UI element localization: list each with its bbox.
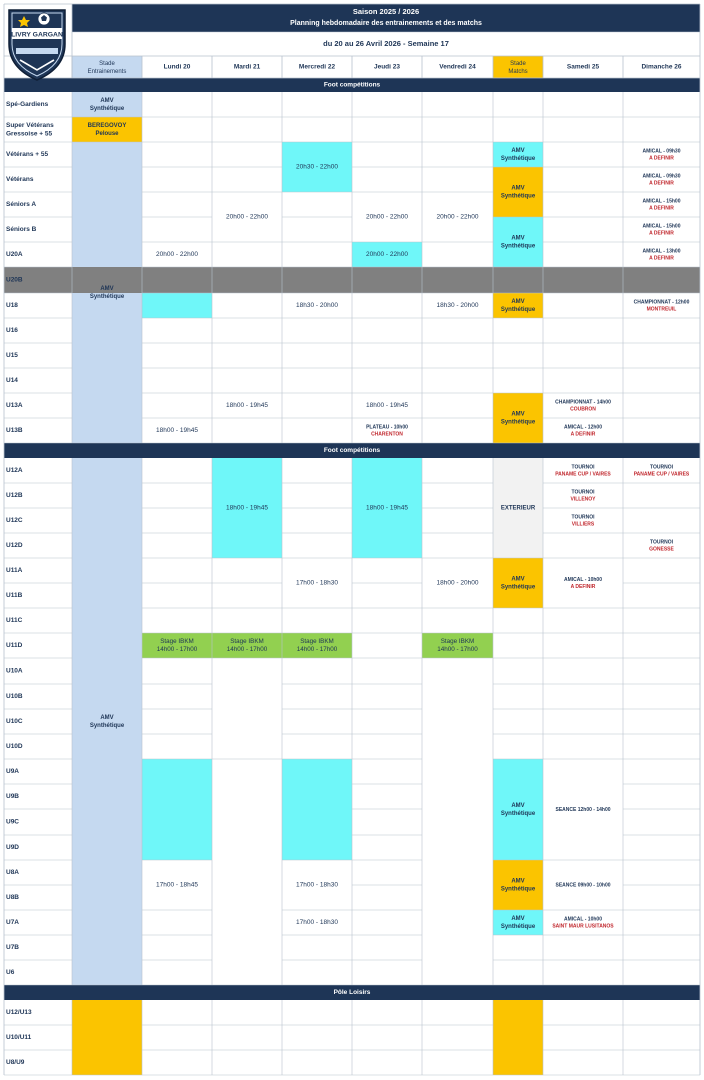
cell-fill [493, 759, 543, 860]
venue-label: AMV [511, 878, 525, 885]
match-opponent: A DEFINIR [649, 205, 674, 212]
venue-label: EXTERIEUR [500, 505, 536, 512]
cell-fill [282, 759, 352, 860]
row-label: U20A [6, 251, 23, 259]
venue-label: AMV [511, 576, 525, 583]
stage-label: Stage IBKM [160, 638, 194, 646]
venue-label: Synthétique [500, 243, 536, 250]
match-opponent: A DEFINIR [570, 583, 596, 590]
venue-label: AMV [511, 916, 525, 923]
cell-fill [72, 1000, 142, 1075]
match-type: SEANCE 09h00 - 10h00 [555, 882, 611, 889]
match-type: TOURNOI [571, 464, 595, 471]
row-label: U14 [6, 377, 18, 385]
match-opponent: A DEFINIR [570, 431, 596, 438]
row-label: U12B [6, 492, 23, 500]
row-label: U11C [6, 617, 23, 625]
venue-label: AMV [100, 98, 114, 105]
row-label: U10A [6, 667, 23, 675]
training-time: 20h00 - 22h00 [156, 251, 198, 259]
venue-label: Synthétique [500, 307, 536, 314]
cell-fill [493, 142, 543, 167]
venue-label: AMV [100, 286, 114, 293]
row-label: Séniors B [6, 226, 37, 234]
season-title: Saison 2025 / 2026 [352, 6, 420, 16]
row-label: U9A [6, 768, 20, 776]
training-time: 20h00 - 22h00 [436, 213, 479, 221]
match-opponent: COUBRON [570, 406, 596, 413]
row-label: U11D [6, 642, 23, 650]
row-label: U7A [6, 919, 20, 927]
row-label: Spé-Gardiens [6, 101, 49, 109]
training-time: 18h30 - 20h00 [296, 302, 338, 310]
cell-fill [72, 458, 142, 985]
row-label: U8B [6, 894, 20, 902]
row-label: U6 [6, 969, 15, 977]
row-label: U20B [6, 276, 23, 284]
venue-label: Synthétique [500, 193, 536, 200]
row-label: U9D [6, 844, 20, 852]
cell-fill [493, 293, 543, 318]
row-label: Vétérans + 55 [6, 151, 49, 159]
match-opponent: MONTREUIL [646, 306, 677, 313]
match-type: TOURNOI [571, 489, 595, 496]
row-label: U8/U9 [6, 1059, 25, 1067]
training-time: 20h00 - 22h00 [226, 213, 268, 221]
section-title: Foot compétitions [323, 447, 381, 455]
match-type: CHAMPIONNAT - 14h00 [555, 399, 611, 406]
training-time: 17h00 - 18h45 [156, 881, 198, 889]
match-opponent: SAINT MAUR LUSITANOS [552, 923, 614, 930]
cell-fill [493, 217, 543, 267]
cell-fill [493, 860, 543, 910]
match-opponent: A DEFINIR [649, 255, 674, 262]
cell-fill [72, 92, 142, 117]
match-opponent: A DEFINIR [649, 155, 674, 162]
row-label: U10B [6, 693, 23, 701]
match-type: AMICAL - 15h00 [642, 223, 681, 230]
col-header-stade-ent-label: Stade [99, 61, 115, 68]
week-label: du 20 au 26 Avril 2026 - Semaine 17 [323, 38, 449, 48]
row-label: U10D [6, 743, 23, 751]
match-opponent: PANAME CUP / VAIRES [555, 471, 611, 478]
training-time: 17h00 - 18h30 [296, 579, 338, 587]
row-label: U12/U13 [6, 1009, 32, 1017]
training-time: 18h00 - 19h45 [156, 427, 198, 435]
match-type: AMICAL - 12h00 [564, 424, 602, 431]
match-opponent: A DEFINIR [649, 180, 674, 187]
col-header-stade-matchs-label-2: Matchs [508, 69, 528, 76]
row-label: U16 [6, 327, 18, 335]
venue-label: AMV [511, 803, 525, 810]
venue-label: Synthétique [89, 294, 125, 301]
training-time: 20h00 - 22h00 [366, 213, 408, 221]
row-label: U11B [6, 592, 23, 600]
day-header: Mardi 21 [233, 63, 261, 71]
stage-label: Stage IBKM [440, 638, 475, 646]
match-type: CHAMPIONNAT - 12h00 [633, 299, 690, 306]
row-label: U8A [6, 869, 20, 877]
stage-time: 14h00 - 17h00 [226, 646, 268, 654]
training-time: 17h00 - 18h30 [296, 881, 338, 889]
row-label: Vétérans [6, 176, 34, 184]
col-header-stade-ent-label-2: Entrainements [87, 69, 127, 76]
match-type: AMICAL - 09h30 [642, 173, 681, 180]
row-label: U15 [6, 352, 18, 360]
row-label: Super Vétérans [6, 122, 54, 130]
venue-label: AMV [511, 185, 525, 192]
stage-time: 14h00 - 17h00 [156, 646, 198, 654]
match-opponent: GONESSE [649, 546, 674, 553]
cell-fill [72, 117, 142, 142]
day-header: Mercredi 22 [298, 63, 336, 71]
row-label-2: Gressoise + 55 [6, 130, 53, 138]
row-label: U10C [6, 718, 23, 726]
row-label: U12D [6, 542, 23, 550]
venue-label: Synthétique [500, 156, 536, 163]
row-label: U9C [6, 818, 20, 826]
match-opponent: PANAME CUP / VAIRES [633, 471, 690, 478]
match-type: AMICAL - 09h30 [642, 148, 681, 155]
venue-label: Synthétique [500, 419, 536, 426]
row-label: U11A [6, 567, 23, 575]
match-type: AMICAL - 13h00 [642, 248, 681, 255]
training-time: 18h00 - 19h45 [366, 402, 408, 410]
venue-label: Synthétique [500, 886, 536, 893]
cell-fill [142, 293, 212, 318]
training-time: 18h00 - 19h45 [226, 402, 268, 410]
venue-label: Synthétique [89, 723, 125, 730]
stage-time: 14h00 - 17h00 [437, 646, 478, 654]
match-opponent: VILLIERS [571, 521, 595, 528]
row-label: U10/U11 [6, 1034, 32, 1042]
match-opponent: A DEFINIR [649, 230, 674, 237]
training-time: 18h00 - 19h45 [226, 504, 268, 512]
col-header-stade-matchs-label: Stade [510, 61, 526, 68]
training-time: 20h30 - 22h00 [296, 163, 338, 171]
match-type: PLATEAU - 10h00 [366, 424, 408, 431]
cell-fill [142, 759, 212, 860]
stage-label: Stage IBKM [300, 638, 334, 646]
match-type: TOURNOI [650, 539, 673, 546]
day-header: Vendredi 24 [439, 63, 476, 71]
row-label: U13B [6, 427, 23, 435]
venue-label: Synthétique [500, 924, 536, 931]
row-label: U9B [6, 793, 20, 801]
venue-label: Synthétique [500, 811, 536, 818]
venue-label: AMV [511, 411, 525, 418]
cell-fill [493, 558, 543, 608]
day-header: Samedi 25 [566, 63, 600, 71]
venue-label: BEREGOVOY [87, 123, 127, 130]
match-type: TOURNOI [571, 514, 595, 521]
venue-label: AMV [511, 299, 525, 306]
stage-label: Stage IBKM [230, 638, 264, 646]
cell-fill [493, 167, 543, 217]
row-label: Séniors A [6, 201, 37, 209]
venue-label: Synthétique [89, 106, 125, 113]
venue-label: Synthétique [500, 584, 536, 591]
training-time: 20h00 - 22h00 [366, 251, 408, 259]
section-title: Foot compétitions [323, 81, 381, 89]
match-type: AMICAL - 10h00 [564, 576, 602, 583]
section-title: Pôle Loisirs [333, 989, 371, 997]
stage-time: 14h00 - 17h00 [296, 646, 338, 654]
training-time: 17h00 - 18h30 [296, 919, 338, 927]
planning-subtitle: Planning hebdomadaire des entrainements et des matchs [290, 19, 482, 27]
venue-label: AMV [511, 148, 525, 155]
row-label: U18 [6, 302, 18, 310]
match-type: AMICAL - 15h00 [642, 198, 681, 205]
match-type: AMICAL - 10h00 [564, 916, 602, 923]
row-label: U12A [6, 467, 23, 475]
training-time: 18h00 - 20h00 [436, 579, 479, 587]
match-opponent: VILLENOY [570, 496, 596, 503]
venue-label: Pelouse [95, 131, 119, 138]
row-label: U12C [6, 517, 23, 525]
day-header: Lundi 20 [163, 63, 191, 71]
day-header: Dimanche 26 [641, 63, 682, 71]
training-time: 18h00 - 19h45 [366, 504, 408, 512]
row-label: U13A [6, 402, 23, 410]
cell-fill [493, 393, 543, 443]
match-opponent: CHARENTON [371, 431, 403, 438]
training-time: 18h30 - 20h00 [436, 302, 479, 310]
club-logo [4, 4, 70, 82]
cell-fill [493, 910, 543, 935]
row-label: U7B [6, 944, 20, 952]
day-header: Jeudi 23 [373, 63, 401, 71]
venue-label: AMV [511, 235, 525, 242]
logo-text: LIVRY GARGAN [11, 31, 63, 39]
match-type: TOURNOI [650, 464, 673, 471]
venue-label: AMV [100, 715, 114, 722]
match-type: SEANCE 12h00 - 14h00 [555, 806, 611, 813]
cell-fill [493, 1000, 543, 1075]
